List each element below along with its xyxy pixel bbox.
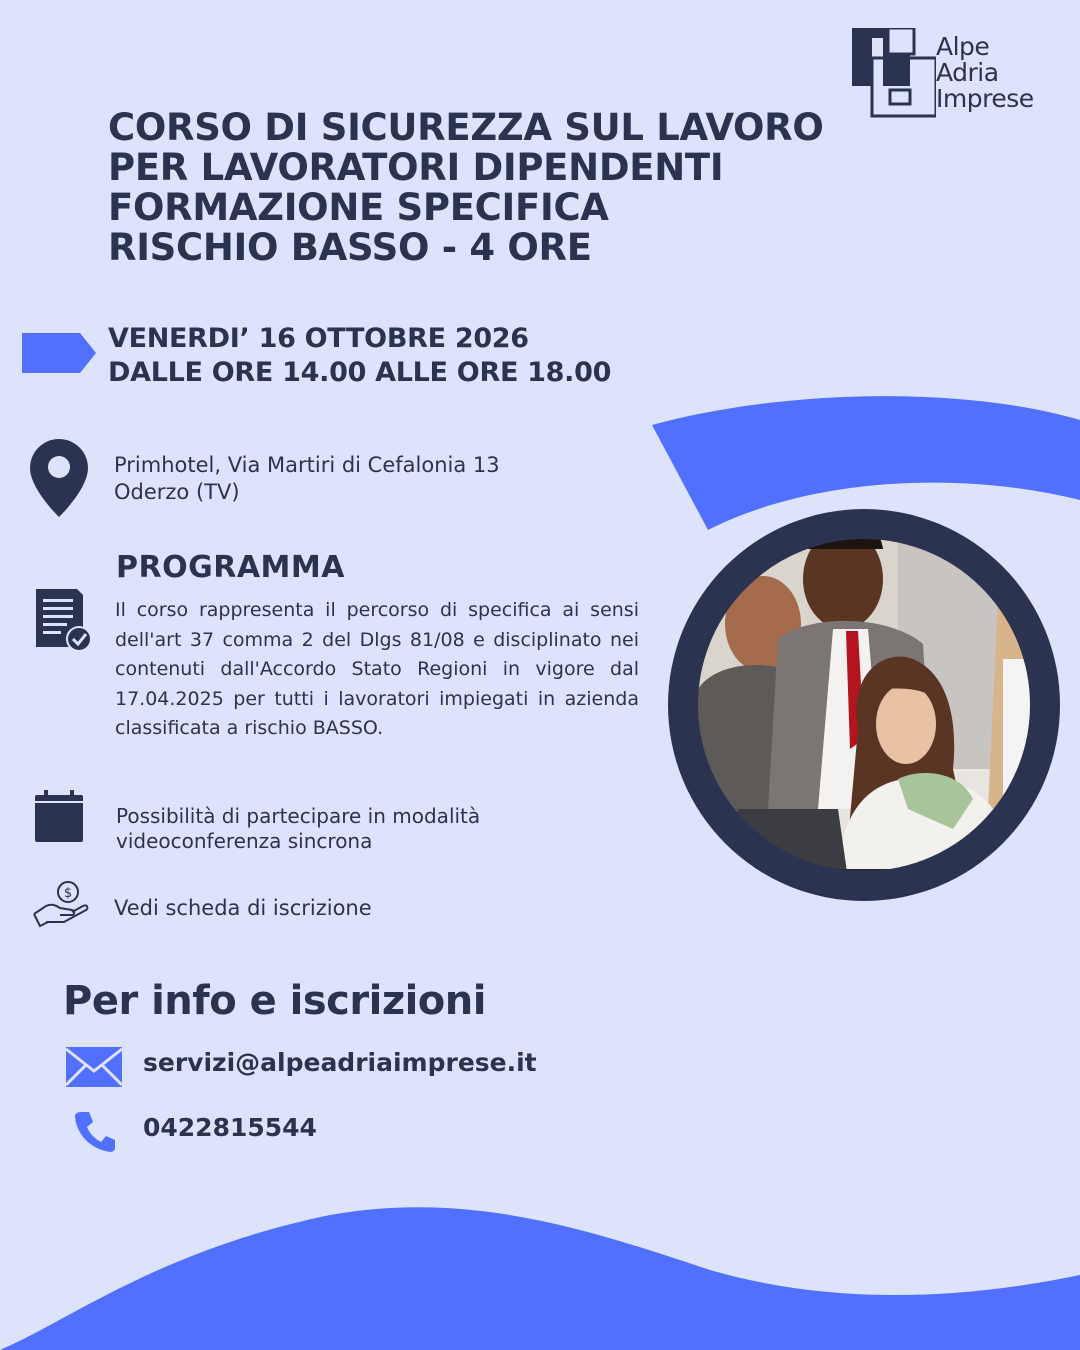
logo-mark-icon xyxy=(852,28,936,120)
bottom-wave xyxy=(0,1207,1080,1350)
title-line-2: PER LAVORATORI DIPENDENTI xyxy=(108,146,724,189)
enrollment-note: Vedi scheda di iscrizione xyxy=(114,896,372,920)
calendar-icon xyxy=(35,790,83,842)
arrow-tag-icon xyxy=(22,333,96,373)
logo-wordmark xyxy=(936,34,1034,112)
hand-money-icon xyxy=(32,880,90,928)
phone-icon xyxy=(73,1110,117,1152)
document-check-icon xyxy=(33,589,93,653)
event-date-line-2: DALLE ORE 14.00 ALLE ORE 18.00 xyxy=(108,357,612,388)
contacts-heading: Per info e iscrizioni xyxy=(63,978,486,1024)
phone-link[interactable]: 0422815544 xyxy=(143,1113,317,1142)
logo-line-3: Imprese xyxy=(936,84,1034,113)
title-line-4: RISCHIO BASSO - 4 ORE xyxy=(108,226,592,269)
logo-line-2: Adria xyxy=(936,58,999,87)
video-conference-note xyxy=(116,804,480,854)
envelope-icon xyxy=(66,1047,122,1087)
event-date xyxy=(108,322,611,390)
location-line-2: Oderzo (TV) xyxy=(114,480,240,504)
title-line-3: FORMAZIONE SPECIFICA xyxy=(108,186,609,229)
program-heading: PROGRAMMA xyxy=(116,550,345,585)
video-line-1: Possibilità di partecipare in modalità xyxy=(116,804,481,828)
email-link[interactable]: servizi@alpeadriaimprese.it xyxy=(143,1048,537,1077)
event-location xyxy=(114,452,500,506)
title-line-1: CORSO DI SICUREZZA SUL LAVORO xyxy=(108,106,824,149)
program-description: Il corso rappresenta il percorso di specifica ai sensi dell'art 37 comma 2 del Dlgs 81/08 e disciplinato nei contenuti dall'Accordo Stato Regioni in vigore dal 17.04.2025 per tutti i lavoratori impiegati in azienda classificata a rischio BASSO. xyxy=(115,599,639,740)
video-line-2: videoconferenza sincrona xyxy=(116,829,373,853)
event-date-line-1: VENERDI’ 16 OTTOBRE 2026 xyxy=(108,323,529,354)
course-title xyxy=(108,108,868,268)
company-logo xyxy=(852,28,1052,123)
svg-text:$: $ xyxy=(63,886,73,901)
location-line-1: Primhotel, Via Martiri di Cefalonia 13 xyxy=(114,453,500,477)
team-photo xyxy=(668,509,1060,901)
map-pin-icon xyxy=(30,439,88,517)
logo-line-1: Alpe xyxy=(936,32,990,61)
